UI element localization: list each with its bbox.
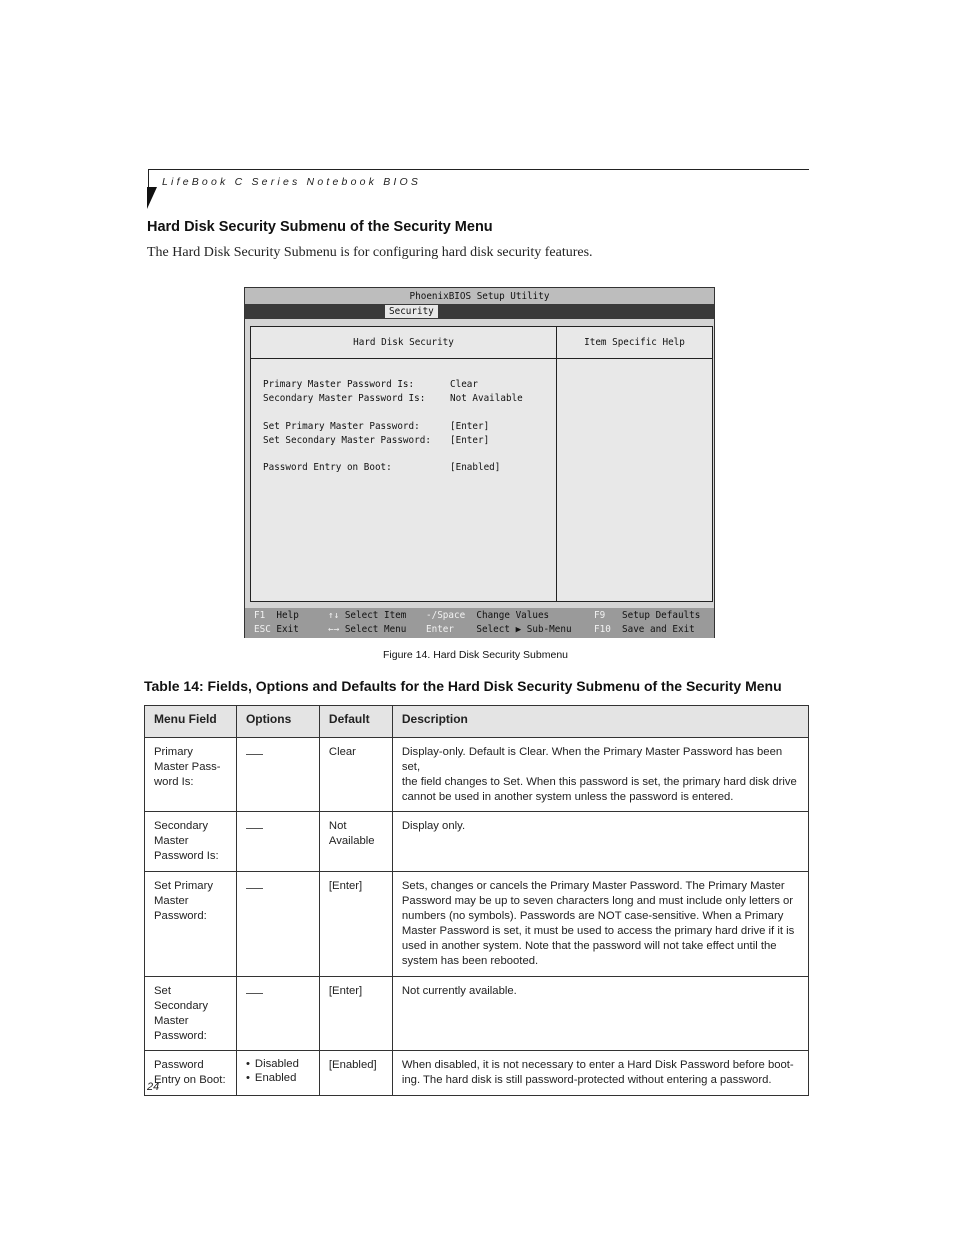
bios-title-bar (245, 288, 714, 304)
description-cell (392, 872, 808, 977)
cell-line: Set Secondary (154, 985, 209, 1012)
figure-caption: Figure 14. Hard Disk Security Submenu (383, 649, 568, 661)
blank-option-line (246, 819, 263, 829)
cell-line: Display only. (401, 820, 466, 832)
column-header: Description (392, 706, 808, 738)
cell-line: Master Password is set, it must be used to access the primary hard drive if it is (401, 925, 795, 937)
tab-security[interactable]: Security (385, 305, 438, 318)
blank-option-line (246, 879, 263, 889)
cell-line: ing. The hard disk is still password-protected without entering a password. (401, 1074, 772, 1086)
bios-footer (245, 608, 714, 638)
cell-line: Sets, changes or cancels the Primary Master Password. The Primary Master (401, 880, 785, 892)
footer-label: Save and Exit (622, 624, 695, 635)
footer-leftright (328, 624, 406, 635)
footer-label: Select ▶ Sub-Menu (476, 624, 572, 635)
cell-line: When disabled, it is not necessary to enter a Hard Disk Password before boot- (401, 1059, 794, 1071)
footer-label: Select Menu (344, 624, 407, 635)
table-row (145, 1051, 809, 1096)
cell-line: word Is: (154, 776, 194, 788)
footer-key: F10 (594, 624, 611, 635)
options-cell (236, 977, 319, 1051)
footer-key: ←→ (328, 624, 340, 635)
header-rule (148, 169, 809, 170)
cell-line: Display-only. Default is Clear. When the Primary Master Password has been set, (401, 746, 783, 773)
blank-option-line (246, 745, 263, 755)
options-cell (236, 872, 319, 977)
footer-key: F9 (594, 610, 606, 621)
footer-enter (426, 624, 572, 635)
default-cell: Clear (319, 738, 392, 812)
footer-key: Enter (426, 624, 454, 635)
bios-field-label[interactable]: Set Secondary Master Password: (263, 435, 431, 446)
menu-field-cell (145, 738, 237, 812)
options-cell (236, 1051, 319, 1096)
bios-panel (250, 326, 713, 602)
default-cell: Not Available (319, 812, 392, 872)
cell-line: Master (154, 1015, 189, 1027)
cell-line: Password (154, 1059, 204, 1071)
cell-line: Master Pass- (154, 761, 221, 773)
cell-line: Password Is: (154, 850, 219, 862)
cell-line: Master (154, 835, 189, 847)
cell-line: Password: (154, 910, 207, 922)
footer-key: ESC (254, 624, 271, 635)
bios-menu-bar (245, 304, 714, 319)
bios-field-label[interactable]: Password Entry on Boot: (263, 462, 392, 473)
blank-option-line (246, 984, 263, 994)
menu-field-cell (145, 812, 237, 872)
cell-line: Set Primary (154, 880, 214, 892)
description-cell (392, 738, 808, 812)
cell-line: used in another system. Note that the password will not take effect until the (401, 940, 777, 952)
table-row (145, 977, 809, 1051)
table-row (145, 812, 809, 872)
table-heading: Table 14: Fields, Options and Defaults for the Hard Disk Security Submenu of the Security Menu (144, 678, 782, 694)
footer-space (426, 610, 549, 621)
description-cell (392, 1051, 808, 1096)
footer-f1 (254, 610, 299, 621)
page-number: 24 (147, 1081, 160, 1093)
bios-field-value[interactable]: [Enter] (450, 435, 490, 446)
bios-field-value[interactable]: [Enter] (450, 421, 490, 432)
description-cell (392, 977, 808, 1051)
footer-f10 (594, 624, 695, 635)
default-cell: [Enabled] (319, 1051, 392, 1096)
column-header: Menu Field (145, 706, 237, 738)
bios-title: PhoenixBIOS Setup Utility (409, 291, 550, 302)
footer-f9 (594, 610, 700, 621)
options-cell (236, 738, 319, 812)
options-list (246, 1058, 310, 1085)
footer-key: F1 (254, 610, 266, 621)
option-item: • Disabled (246, 1058, 310, 1072)
option-item: • Enabled (246, 1072, 310, 1086)
cell-line: Password may be up to seven characters long and must include only letters or (401, 895, 794, 907)
bios-field-value: Not Available (450, 393, 523, 404)
bios-field-label[interactable]: Secondary Master Password Is: (263, 393, 426, 404)
bios-field-value: Clear (450, 379, 478, 390)
cell-line: Primary (154, 746, 193, 758)
column-header: Default (319, 706, 392, 738)
table-row (145, 872, 809, 977)
footer-label: Select Item (344, 610, 407, 621)
table-row (145, 738, 809, 812)
footer-key: ↑↓ (328, 610, 340, 621)
cell-line: Master (154, 895, 189, 907)
intro-paragraph: The Hard Disk Security Submenu is for configuring hard disk security features. (147, 245, 593, 260)
footer-updown (328, 610, 406, 621)
footer-label: Exit (276, 624, 299, 635)
bios-field-label[interactable]: Primary Master Password Is: (263, 379, 415, 390)
running-header: LifeBook C Series Notebook BIOS (162, 176, 422, 188)
options-cell (236, 812, 319, 872)
default-cell: [Enter] (319, 872, 392, 977)
footer-label: Help (276, 610, 299, 621)
bios-screen (244, 287, 715, 638)
menu-field-cell (145, 872, 237, 977)
panel-title: Hard Disk Security (353, 337, 454, 348)
description-cell (392, 812, 808, 872)
bios-field-value[interactable]: [Enabled] (450, 462, 501, 473)
footer-label: Change Values (476, 610, 550, 621)
panel-divider-horizontal (251, 358, 712, 359)
panel-divider-vertical (556, 327, 557, 601)
column-header: Options (236, 706, 319, 738)
cell-line: Not currently available. (401, 985, 517, 997)
cell-line: Secondary (154, 820, 209, 832)
footer-label: Setup Defaults (622, 610, 701, 621)
help-title: Item Specific Help (584, 337, 685, 348)
footer-esc (254, 624, 299, 635)
bios-field-label[interactable]: Set Primary Master Password: (263, 421, 420, 432)
menu-field-cell (145, 977, 237, 1051)
cell-line: Password: (154, 1030, 207, 1042)
section-heading: Hard Disk Security Submenu of the Security Menu (147, 219, 493, 235)
table-header-row (145, 706, 809, 738)
cell-line: the field changes to Set. When this password is set, the primary hard disk drive (401, 776, 797, 788)
cell-line: system has been rebooted. (401, 955, 539, 967)
default-cell: [Enter] (319, 977, 392, 1051)
footer-key: -/Space (426, 610, 466, 621)
fields-table (144, 705, 809, 1096)
cell-line: numbers (no symbols). Passwords are NOT case-sensitive. When a Primary (401, 910, 784, 922)
cell-line: Entry on Boot: (154, 1074, 226, 1086)
header-corner-marker (147, 187, 157, 209)
cell-line: cannot be used in another system unless the password is entered. (401, 791, 734, 803)
